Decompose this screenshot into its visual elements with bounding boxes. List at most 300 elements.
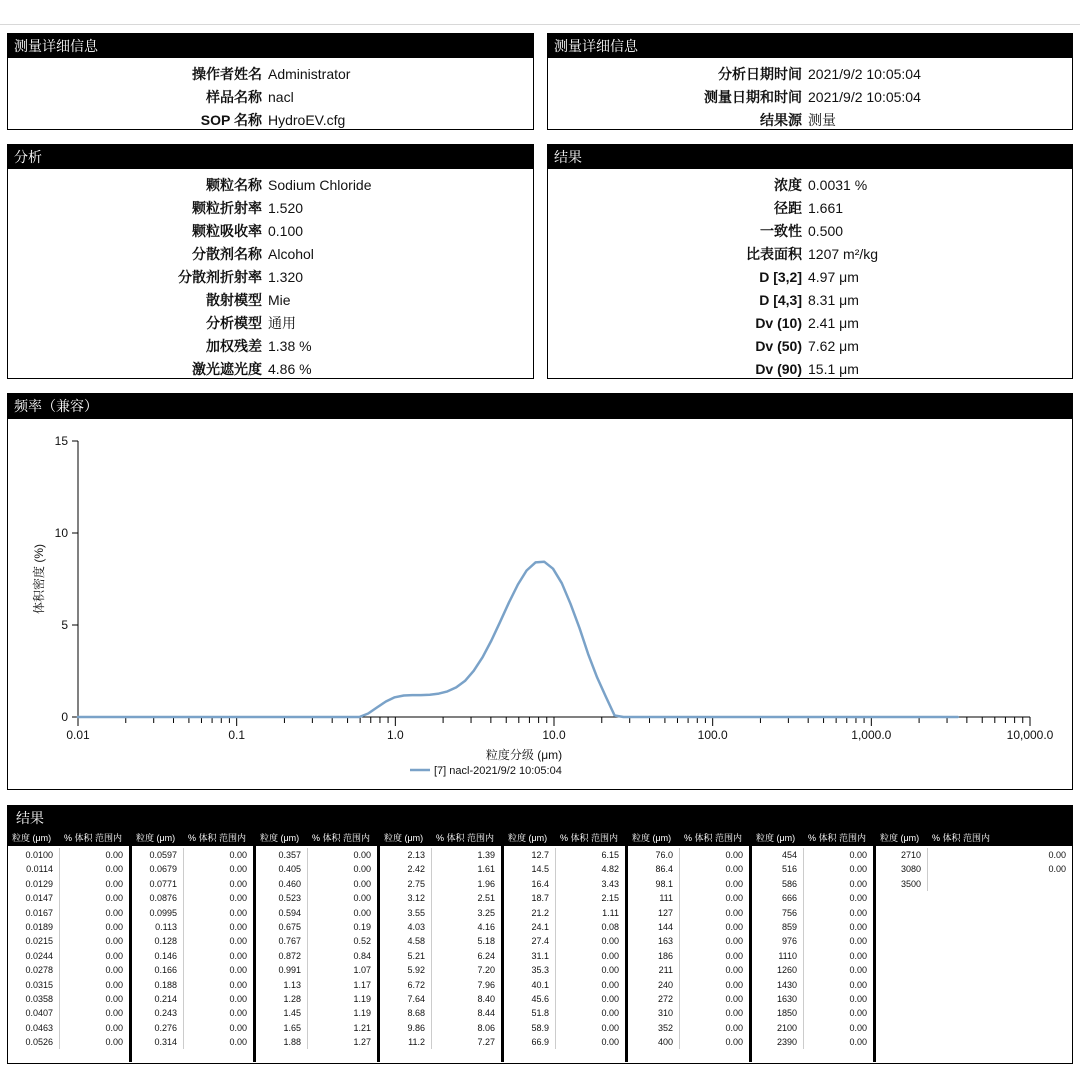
kv-label: D [3,2]: [759, 268, 802, 285]
percent-cell: 0.00: [229, 1008, 247, 1019]
percent-cell: 0.00: [725, 850, 743, 860]
percent-cell: 0.00: [229, 878, 247, 889]
percent-cell: 8.44: [477, 1008, 495, 1019]
percent-column-header: % 体积 范围内: [436, 833, 495, 843]
percent-cell: 0.00: [601, 979, 619, 990]
percent-cell: 0.00: [849, 893, 867, 904]
analysis-panel: [7, 144, 534, 379]
y-axis-label: 体积密度 (%): [32, 544, 46, 614]
size-cell: 1.45: [283, 1008, 301, 1019]
size-cell: 6.72: [407, 979, 425, 990]
percent-cell: 2.51: [477, 893, 495, 904]
percent-cell: 0.00: [229, 907, 247, 918]
percent-cell: 0.00: [849, 921, 867, 932]
size-cell: 35.3: [531, 965, 549, 976]
percent-cell: 0.00: [229, 1037, 247, 1048]
percent-cell: 1.19: [353, 993, 371, 1004]
kv-label: 颗粒折射率: [192, 199, 262, 216]
size-cell: 1.88: [283, 1037, 301, 1048]
size-cell: 4.58: [407, 936, 425, 947]
percent-cell: 0.00: [229, 850, 247, 860]
size-cell: 0.146: [154, 950, 177, 961]
series-line: [78, 562, 958, 717]
percent-cell: 0.00: [1048, 850, 1066, 860]
percent-cell: 0.00: [725, 1037, 743, 1048]
size-cell: 0.872: [278, 950, 301, 961]
kv-row: [548, 196, 1072, 219]
frequency-chart: [8, 419, 1072, 789]
size-cell: 0.0597: [149, 850, 177, 860]
y-tick-label: 0: [61, 710, 68, 724]
percent-cell: 0.00: [353, 878, 371, 889]
percent-cell: 0.00: [849, 979, 867, 990]
percent-cell: 0.84: [353, 950, 371, 961]
size-cell: 0.0114: [26, 864, 53, 875]
size-column-header: 粒度 (μm): [508, 833, 548, 843]
size-cell: 0.128: [154, 936, 177, 947]
kv-row: [548, 242, 1072, 265]
kv-label: 分散剂名称: [192, 245, 262, 262]
size-cell: 31.1: [531, 950, 549, 961]
kv-value: 1.320: [268, 268, 304, 285]
size-cell: 66.9: [531, 1037, 549, 1048]
percent-cell: 0.00: [229, 965, 247, 976]
percent-cell: 1.11: [602, 907, 619, 918]
kv-value: Alcohol: [268, 245, 314, 262]
kv-label: 径距: [774, 199, 802, 216]
percent-column-header: % 体积 范围内: [64, 833, 123, 843]
kv-label: 浓度: [774, 176, 802, 193]
size-cell: 144: [657, 921, 673, 932]
table-header: [752, 830, 873, 846]
size-cell: 0.991: [278, 965, 301, 976]
kv-label: 样品名称: [206, 88, 262, 105]
size-cell: 27.4: [531, 936, 549, 947]
x-axis-label: 粒度分级 (μm): [485, 748, 563, 762]
panel-title: 测量详细信息: [8, 34, 533, 58]
kv-row: [8, 108, 533, 131]
percent-cell: 0.00: [229, 921, 247, 932]
x-tick-label: 10,000.0: [1006, 728, 1054, 742]
percent-cell: 0.00: [725, 936, 743, 947]
percent-cell: 0.00: [229, 1022, 247, 1033]
percent-cell: 0.00: [601, 1022, 619, 1033]
size-cell: 24.1: [531, 921, 549, 932]
results-table-panel: [7, 805, 1073, 1064]
percent-cell: 0.00: [849, 993, 867, 1004]
table-column-group: [132, 830, 256, 1062]
kv-value: nacl: [268, 88, 294, 105]
size-cell: 12.7: [531, 850, 549, 860]
percent-cell: 0.00: [353, 864, 371, 875]
table-column-group: [8, 830, 132, 1062]
kv-value: 测量: [808, 111, 836, 128]
size-cell: 4.03: [407, 921, 425, 932]
size-cell: 1110: [778, 950, 797, 961]
percent-cell: 0.00: [105, 993, 123, 1004]
y-tick-label: 15: [54, 434, 68, 448]
percent-column-header: % 体积 范围内: [932, 833, 991, 843]
percent-cell: 8.06: [477, 1022, 495, 1033]
percent-cell: 2.15: [601, 893, 619, 904]
size-cell: 0.0147: [25, 893, 53, 904]
percent-cell: 0.00: [601, 1008, 619, 1019]
table-column-group: [752, 830, 876, 1062]
percent-cell: 0.00: [849, 950, 867, 961]
size-cell: 111: [659, 893, 673, 904]
size-cell: 5.92: [407, 965, 425, 976]
x-tick-label: 10.0: [542, 728, 566, 742]
size-cell: 3.12: [407, 893, 425, 904]
panel-title: 频率（兼容）: [8, 394, 1072, 419]
kv-value: 0.0031 %: [808, 176, 868, 193]
size-cell: 9.86: [407, 1022, 425, 1033]
size-column-header: 粒度 (μm): [756, 833, 796, 843]
size-cell: 0.276: [154, 1022, 177, 1033]
size-cell: 0.594: [278, 907, 301, 918]
x-tick-label: 100.0: [697, 728, 728, 742]
size-cell: 0.243: [154, 1008, 177, 1019]
size-cell: 859: [781, 921, 797, 932]
size-cell: 310: [657, 1008, 673, 1019]
size-cell: 11.2: [408, 1037, 425, 1048]
size-cell: 3.55: [407, 907, 425, 918]
x-tick-label: 1.0: [386, 728, 404, 742]
percent-cell: 0.00: [353, 850, 371, 860]
size-cell: 1850: [776, 1008, 797, 1019]
size-cell: 76.0: [655, 850, 673, 860]
y-tick-label: 5: [61, 618, 68, 632]
size-cell: 0.0244: [25, 950, 53, 961]
kv-row: [548, 219, 1072, 242]
y-tick-label: 10: [54, 526, 68, 540]
percent-cell: 1.39: [477, 850, 495, 860]
size-cell: 0.0167: [25, 907, 53, 918]
x-tick-label: 1,000.0: [851, 728, 892, 742]
kv-label: 结果源: [760, 111, 802, 128]
percent-cell: 0.00: [105, 979, 123, 990]
size-column-header: 粒度 (μm): [880, 833, 920, 843]
kv-value: 0.500: [808, 222, 844, 239]
size-cell: 0.166: [154, 965, 177, 976]
kv-list: [8, 58, 533, 131]
top-divider: [0, 24, 1080, 25]
kv-list: [8, 169, 533, 380]
size-cell: 0.523: [278, 893, 301, 904]
percent-cell: 0.19: [353, 921, 371, 932]
kv-list: [548, 169, 1072, 380]
size-cell: 666: [781, 893, 797, 904]
kv-value: 7.62 μm: [808, 337, 859, 354]
percent-cell: 0.00: [105, 936, 123, 947]
kv-value: Administrator: [268, 65, 351, 82]
percent-cell: 0.00: [229, 993, 247, 1004]
percent-cell: 0.00: [105, 921, 123, 932]
kv-row: [8, 196, 533, 219]
table-header: [628, 830, 749, 846]
size-cell: 51.8: [531, 1008, 549, 1019]
percent-cell: 1.07: [353, 965, 371, 976]
percent-cell: 1.21: [353, 1022, 371, 1033]
kv-label: Dv (50): [755, 337, 802, 354]
kv-row: [548, 265, 1072, 288]
table-header: [876, 830, 1072, 846]
panel-title: 分析: [8, 145, 533, 169]
table-column-group: [256, 830, 380, 1062]
size-cell: 0.214: [154, 993, 177, 1004]
size-cell: 0.314: [154, 1037, 177, 1048]
table-column-group: [504, 830, 628, 1062]
kv-row: [8, 265, 533, 288]
percent-cell: 0.00: [105, 907, 123, 918]
kv-label: 分析日期时间: [718, 65, 802, 82]
kv-value: 2021/9/2 10:05:04: [808, 88, 921, 105]
size-column-header: 粒度 (μm): [260, 833, 300, 843]
size-cell: 976: [781, 936, 797, 947]
percent-cell: 0.00: [849, 1022, 867, 1033]
percent-cell: 7.27: [477, 1037, 495, 1048]
kv-value: 1.661: [808, 199, 844, 216]
size-cell: 3500: [900, 878, 921, 889]
size-cell: 516: [781, 864, 797, 875]
size-cell: 2100: [776, 1022, 797, 1033]
panel-title: 结果: [548, 145, 1072, 169]
percent-cell: 0.00: [229, 979, 247, 990]
percent-cell: 0.00: [229, 936, 247, 947]
percent-cell: 0.00: [105, 850, 123, 860]
percent-cell: 0.00: [229, 864, 247, 875]
percent-cell: 1.61: [477, 864, 495, 875]
size-cell: 163: [657, 936, 673, 947]
percent-cell: 0.00: [601, 1037, 619, 1048]
percent-cell: 0.00: [725, 921, 743, 932]
kv-label: 操作者姓名: [192, 65, 262, 82]
percent-cell: 0.00: [725, 950, 743, 961]
size-cell: 0.0358: [25, 993, 53, 1004]
kv-row: [548, 334, 1072, 357]
kv-row: [8, 242, 533, 265]
percent-column-header: % 体积 范围内: [560, 833, 619, 843]
percent-cell: 0.00: [849, 1037, 867, 1048]
kv-value: Mie: [268, 291, 291, 308]
percent-cell: 3.25: [477, 907, 495, 918]
size-cell: 1.28: [283, 993, 301, 1004]
panel-title: 测量详细信息: [548, 34, 1072, 58]
kv-value: 2.41 μm: [808, 314, 859, 331]
percent-cell: 0.00: [725, 1022, 743, 1033]
table-header: [132, 830, 253, 846]
kv-value: 通用: [268, 314, 296, 331]
size-cell: 0.0679: [149, 864, 177, 875]
percent-cell: 0.00: [105, 950, 123, 961]
size-cell: 272: [657, 993, 673, 1004]
kv-row: [8, 85, 533, 108]
kv-row: [548, 173, 1072, 196]
size-cell: 352: [657, 1022, 673, 1033]
table-header: [504, 830, 625, 846]
kv-list: [548, 58, 1072, 131]
size-cell: 45.6: [531, 993, 549, 1004]
size-cell: 8.68: [407, 1008, 425, 1019]
percent-cell: 0.00: [601, 993, 619, 1004]
size-cell: 40.1: [531, 979, 549, 990]
frequency-chart-panel: [7, 393, 1073, 790]
percent-column-header: % 体积 范围内: [312, 833, 371, 843]
size-cell: 211: [658, 965, 673, 976]
percent-cell: 0.00: [105, 1022, 123, 1033]
percent-cell: [928, 877, 1066, 891]
kv-label: 分析模型: [206, 314, 262, 331]
size-cell: 2.13: [407, 850, 425, 860]
size-column-header: 粒度 (μm): [632, 833, 672, 843]
size-cell: 18.7: [531, 893, 549, 904]
percent-cell: 0.00: [105, 878, 123, 889]
percent-cell: 0.00: [849, 965, 867, 976]
percent-column-header: % 体积 范围内: [684, 833, 743, 843]
x-tick-label: 0.1: [228, 728, 246, 742]
kv-value: Sodium Chloride: [268, 176, 372, 193]
kv-label: 比表面积: [746, 245, 802, 262]
table-column-group: [628, 830, 752, 1062]
kv-label: 测量日期和时间: [704, 88, 802, 105]
size-cell: 2710: [900, 850, 921, 860]
kv-row: [8, 334, 533, 357]
percent-cell: 0.00: [725, 965, 743, 976]
kv-value: 0.100: [268, 222, 304, 239]
percent-cell: 0.00: [849, 907, 867, 918]
percent-cell: 0.00: [725, 907, 743, 918]
size-cell: 0.0215: [25, 936, 53, 947]
measurement-details-panel-right: [547, 33, 1073, 130]
kv-row: [8, 173, 533, 196]
kv-label: Dv (90): [755, 360, 802, 377]
table-header: [380, 830, 501, 846]
kv-label: 颗粒吸收率: [192, 222, 262, 239]
size-cell: 240: [657, 979, 673, 990]
kv-value: 1207 m²/kg: [808, 245, 879, 262]
percent-cell: 3.43: [601, 878, 619, 889]
kv-row: [548, 108, 1072, 131]
size-cell: 0.675: [278, 921, 301, 932]
kv-label: 颗粒名称: [206, 176, 262, 193]
size-cell: 1.65: [283, 1022, 301, 1033]
percent-cell: 0.00: [105, 1008, 123, 1019]
percent-cell: 0.00: [229, 950, 247, 961]
kv-label: 加权残差: [206, 337, 262, 354]
percent-cell: 7.96: [477, 979, 495, 990]
kv-value: HydroEV.cfg: [268, 111, 346, 128]
size-cell: 0.188: [154, 979, 177, 990]
kv-value: 1.38 %: [268, 337, 312, 354]
percent-cell: 1.96: [477, 878, 495, 889]
size-cell: 21.2: [531, 907, 549, 918]
percent-cell: 0.00: [105, 864, 123, 875]
kv-row: [548, 357, 1072, 380]
percent-cell: 0.00: [725, 979, 743, 990]
kv-label: 分散剂折射率: [178, 268, 262, 285]
percent-cell: 0.00: [601, 936, 619, 947]
size-cell: 58.9: [531, 1022, 549, 1033]
kv-value: 4.86 %: [268, 360, 312, 377]
kv-label: 激光遮光度: [192, 360, 262, 377]
percent-cell: 1.17: [353, 979, 371, 990]
kv-row: [548, 85, 1072, 108]
percent-cell: 0.00: [1048, 864, 1066, 875]
results-table: [8, 830, 1072, 1062]
size-column-header: 粒度 (μm): [12, 833, 52, 843]
size-cell: 2.42: [407, 864, 425, 875]
kv-value: 15.1 μm: [808, 360, 859, 377]
size-column-header: 粒度 (μm): [384, 833, 424, 843]
size-cell: 0.0463: [25, 1022, 53, 1033]
size-cell: 400: [657, 1037, 673, 1048]
percent-cell: 1.27: [353, 1037, 371, 1048]
percent-cell: 0.00: [849, 1008, 867, 1019]
percent-cell: 0.00: [353, 907, 371, 918]
size-cell: 0.0876: [149, 893, 177, 904]
percent-cell: 7.20: [477, 965, 495, 976]
size-cell: 0.0771: [149, 878, 177, 889]
size-cell: 454: [781, 850, 797, 860]
size-cell: 7.64: [407, 993, 425, 1004]
kv-row: [548, 288, 1072, 311]
percent-cell: 0.00: [725, 993, 743, 1004]
percent-cell: 0.00: [105, 1037, 123, 1048]
percent-cell: 0.00: [601, 950, 619, 961]
table-title: 结果: [8, 806, 1072, 830]
size-cell: 1630: [776, 993, 797, 1004]
size-cell: 86.4: [655, 864, 673, 875]
percent-cell: 8.40: [477, 993, 495, 1004]
table-header: [256, 830, 377, 846]
size-cell: 0.357: [278, 850, 301, 860]
percent-cell: 0.00: [725, 1008, 743, 1019]
size-cell: 1.13: [283, 979, 301, 990]
percent-cell: 5.18: [477, 936, 495, 947]
measurement-details-panel-left: [7, 33, 534, 130]
kv-row: [8, 357, 533, 380]
kv-row: [548, 62, 1072, 85]
size-cell: 0.405: [278, 864, 301, 875]
percent-cell: 4.16: [477, 921, 495, 932]
size-cell: 0.0100: [25, 850, 53, 860]
size-cell: 586: [781, 878, 797, 889]
percent-cell: 0.00: [105, 893, 123, 904]
percent-cell: 0.52: [353, 936, 371, 947]
results-panel: [547, 144, 1073, 379]
size-cell: 0.0407: [25, 1008, 53, 1019]
size-cell: 3080: [900, 864, 921, 875]
size-cell: 1430: [776, 979, 797, 990]
kv-value: 8.31 μm: [808, 291, 859, 308]
size-cell: 0.0129: [25, 878, 53, 889]
kv-value: 4.97 μm: [808, 268, 859, 285]
size-cell: 2.75: [407, 878, 425, 889]
size-cell: 756: [781, 907, 797, 918]
table-column-group: [380, 830, 504, 1062]
size-cell: 1260: [776, 965, 797, 976]
size-cell: 0.767: [278, 936, 301, 947]
percent-cell: 4.82: [601, 864, 619, 875]
kv-label: D [4,3]: [759, 291, 802, 308]
percent-cell: 0.00: [725, 893, 743, 904]
size-cell: 0.0278: [25, 965, 53, 976]
kv-row: [8, 288, 533, 311]
percent-cell: 0.00: [353, 893, 371, 904]
size-cell: 5.21: [407, 950, 425, 961]
percent-column-header: % 体积 范围内: [808, 833, 867, 843]
table-column-group: [876, 830, 1072, 1062]
